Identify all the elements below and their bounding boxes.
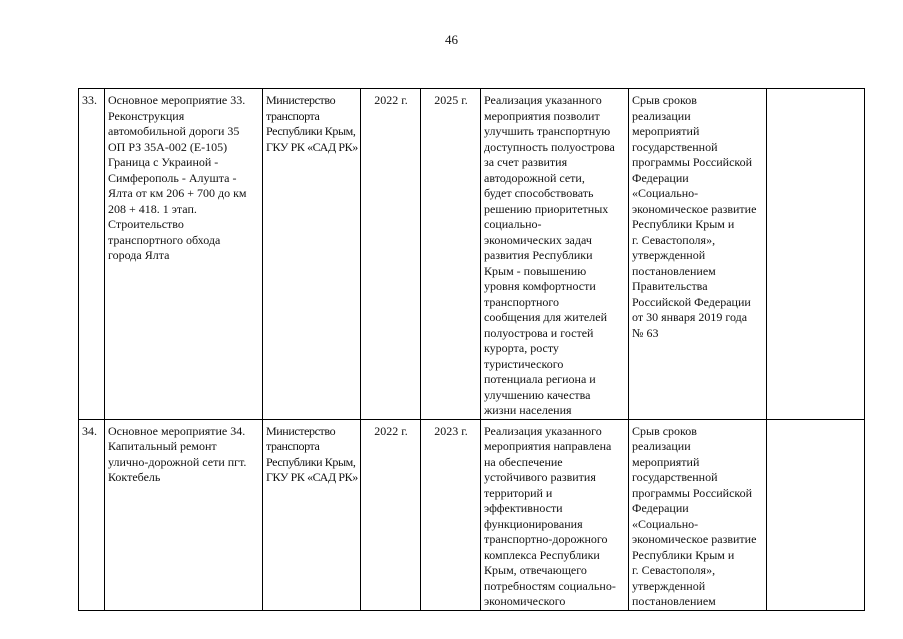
start-year-cell: 2022 г.	[361, 89, 421, 420]
risk-cell: Срыв сроков реализации мероприятий государственной программы Российской Федерации «Социально- экономическое развитие Республики Крым и г. Севастополя», утвержденной постановлением Правительства Российской Федерации от 30 января 2019 года № 63	[629, 89, 767, 420]
result-cell: Реализация указанного мероприятия направлена на обеспечение устойчивого развития территорий и эффективности функционирования транспортно-дорожного комплекса Республики Крым, отвечающего потребностям социально- экономического	[481, 419, 629, 610]
extra-cell	[767, 89, 865, 420]
result-cell: Реализация указанного мероприятия позволит улучшить транспортную доступность полуострова за счет развития автодорожной сети, будет способствовать решению приоритетных социально- экономических задач развития Республики Крым - повышению уровня комфортности транспортного сообщения для жителей полуострова и гостей курорта, росту туристического потенциала региона и улучшению качества жизни населения	[481, 89, 629, 420]
executor-cell: Министерство транспорта Республики Крым, ГКУ РК «САД РК»	[263, 89, 361, 420]
extra-cell	[767, 419, 865, 610]
event-cell: Основное мероприятие 34. Капитальный ремонт улично-дорожной сети пгт. Коктебель	[105, 419, 263, 610]
event-cell: Основное мероприятие 33. Реконструкция автомобильной дороги 35 ОП РЗ 35А-002 (Е-105) Граница с Украиной - Симферополь - Алушта - Ялта от км 206 + 700 до км 208 + 418. 1 этап. Строительство транспортного обхода города Ялта	[105, 89, 263, 420]
end-year-cell: 2025 г.	[421, 89, 481, 420]
row-number: 34.	[79, 419, 105, 610]
measures-table	[78, 88, 865, 611]
risk-cell: Срыв сроков реализации мероприятий государственной программы Российской Федерации «Социально- экономическое развитие Республики Крым и г. Севастополя», утвержденной постановлением	[629, 419, 767, 610]
executor-cell: Министерство транспорта Республики Крым, ГКУ РК «САД РК»	[263, 419, 361, 610]
start-year-cell: 2022 г.	[361, 419, 421, 610]
page-number: 46	[445, 32, 458, 47]
table-row	[79, 89, 865, 420]
end-year-cell: 2023 г.	[421, 419, 481, 610]
table-row	[79, 419, 865, 610]
row-number: 33.	[79, 89, 105, 420]
